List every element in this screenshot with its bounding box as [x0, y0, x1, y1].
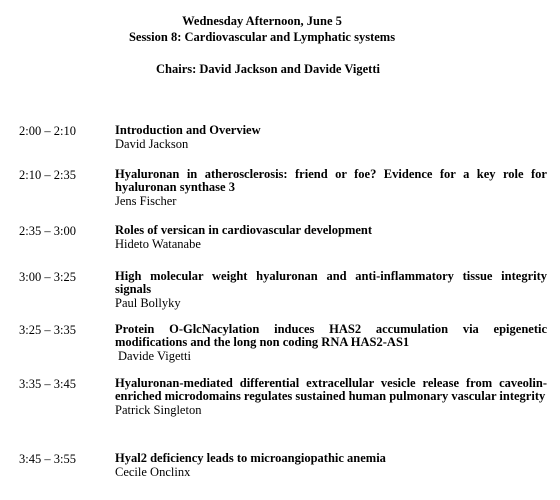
schedule-time: 3:25 – 3:35 [19, 323, 76, 337]
talk-title: Roles of versican in cardiovascular development [115, 223, 373, 237]
header-session: Session 8: Cardiovascular and Lymphatic systems [128, 30, 396, 44]
speaker-name: Cecile Onclinx [115, 465, 191, 479]
speaker-name: Davide Vigetti [118, 349, 191, 363]
speaker-name: David Jackson [115, 137, 189, 151]
talk-title: Hyaluronan in atherosclerosis: friend or foe? Evidence for a key role for hyaluronan synthase 3 [115, 167, 547, 194]
header-chairs: Chairs: David Jackson and Davide Vigetti [156, 62, 380, 76]
speaker-name: Jens Fischer [115, 194, 177, 208]
speaker-name: Patrick Singleton [115, 403, 202, 417]
speaker-name: Paul Bollyky [115, 296, 181, 310]
talk-title: Hyaluronan-mediated differential extracellular vesicle release from caveolin-enriched microdomains regulates sustained human pulmonary vascular integrity [115, 376, 547, 403]
schedule-time: 2:00 – 2:10 [19, 124, 76, 138]
talk-title: Introduction and Overview [115, 123, 261, 137]
schedule-time: 2:10 – 2:35 [19, 168, 76, 182]
talk-title: Protein O-GlcNacylation induces HAS2 accumulation via epigenetic modifications and the long non coding RNA HAS2-AS1 [115, 322, 547, 349]
schedule-time: 3:45 – 3:55 [19, 452, 76, 466]
schedule-time: 3:35 – 3:45 [19, 377, 76, 391]
header-day: Wednesday Afternoon, June 5 [182, 14, 342, 28]
speaker-name: Hideto Watanabe [115, 237, 201, 251]
talk-title: Hyal2 deficiency leads to microangiopathic anemia [115, 451, 386, 465]
talk-title: High molecular weight hyaluronan and anti-inflammatory tissue integrity signals [115, 269, 547, 296]
schedule-time: 3:00 – 3:25 [19, 270, 76, 284]
schedule-time: 2:35 – 3:00 [19, 224, 76, 238]
